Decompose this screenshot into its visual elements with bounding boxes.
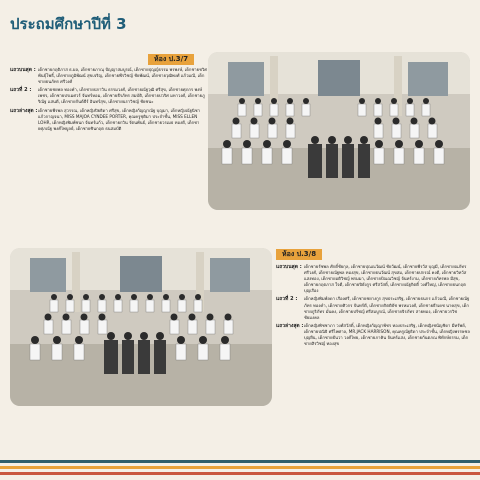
row-names: เด็กชายกฤติภาส ธ.ผล, เด็กชายภาณุ ปัญญาสมบูรณ์, เด็กชายปุญญ์ธรรม พรพงษ์, เด็กชายชวิศ พันธุ์โพธิ์, เด็กชายภูมิพัฒน์ สุขเจริญ, เด็กชายพีรวิชญ์ ชัยพัฒน์, เด็กชายวุฒิพงศ์ แก้วมณี, เด็กชายธนภัทร ศรีวงศ์ [38,67,207,85]
room-tag-3-8: ห้อง ป.3/8 [276,249,322,260]
row-names: เด็กชายรัชพล ศักดิ์ชัยกุล, เด็กชายปุณณวัฒน์ ชัยวัฒน์, เด็กชายพีรวัส บุญมี, เด็กชายณภัทร ศรีวงศ์, เด็กชายณัฐพล ทองสุข, เด็กชายธนวัฒน์ สุขสม, เด็กชายปกรณ์ คงดี, เด็กชายวิทวัส แสงทอง, เด็กชายอติวิชญ์ พรมมา, เด็กชายปัณณวิชญ์ จันทร์งาม, เด็กชายภัทรพล มีสุข, เด็กชายกฤตภาส ใจดี, เด็กชายปิยังกูร ศรีสวัสดิ์, เด็กชายณัฐกิตติ์ วงศ์ใหญ่, เด็กชายธนกฤต บุญเรือง [304,264,467,294]
group-photo-icon [208,52,470,210]
stripe-orange [0,466,480,469]
row-names: เด็กชายพีรพล สุวรรณ, เด็กหญิงปิยธิดา ศรีสุข, เด็กหญิงกัญญาณัฐ บุญมา, เด็กหญิงณัฐนิชา แก้วกาญจนา, MISS MAJOA CYNDEE PORTER, คุณครูชุติมา ประจำชั้น, MISS ELLEN LOHR, เด็กหญิงพิมพ์ชนก จันทร์แก้ว, เด็กชายกวิน รัตนพันธ์, เด็กชายวรเมธ ทองดี, เด็กชายศุภณัฐ พงศ์ไพบูลย์, เด็กชายชินกฤต ธนสมบัติ [38,107,200,131]
row-label: แถวบนสุด : [276,264,302,270]
room-tag-3-7: ห้อง ป.3/7 [148,54,194,65]
row-names: เด็กหญิงพิชชาภา วงศ์สวัสดิ์, เด็กหญิงกัญญาพัชร ทองประเสริฐ, เด็กหญิงชนัญชิดา มีทรัพย์, เด็กชายปณิธิ ศรีไพศาล, MR.JACK HARRISON, คุณครูณัฐธิดา ประจำชั้น, เด็กหญิงพรรษชล บุญยืน, เด็กชายธันวา วงศ์ไทย, เด็กชายภาคิน จันทร์แสง, เด็กชายกันตภณ พิทักษ์ธรรม, เด็กชายสิรวิชญ์ ทองสุข [304,322,470,347]
name-row-second [10,87,208,105]
row-label: แถวล่างสุด : [276,322,304,329]
row-label: แถวที่ 2 : [276,296,298,303]
name-row-bottom [10,108,208,132]
name-list-3-7 [10,67,208,134]
stripe-red [0,472,480,475]
class-photo-3-8 [10,248,272,406]
group-photo-icon [10,248,272,406]
row-names: เด็กชายชยพล ทองคำ, เด็กชายปภาวิน ธรรมวงศ์, เด็กชายณัฐวุฒิ ศรีสุข, เด็กชายศุภกร พงษ์เพชร, เด็กชายปรเมศวร์ จันทร์หอม, เด็กชายธีรภัทร สมบัติ, เด็กชายปวริศ มหาวงศ์, เด็กชายภูริณัฐ แสนดี, เด็กชายกันต์ธีร์ อินทร์สุข, เด็กชายนราวิชญ์ ชัยชนะ [38,87,205,105]
name-row-top [276,264,472,294]
name-list-3-8 [276,264,472,349]
name-row-second [276,296,472,320]
stripe-teal [0,460,480,463]
name-row-top [10,67,208,85]
class-photo-3-7 [208,52,470,210]
footer-stripes [0,458,480,480]
page-title: ประถมศึกษาปีที่ 3 [10,15,127,33]
row-label: แถวล่างสุด : [10,107,38,114]
row-label: แถวที่ 2 : [10,87,32,94]
row-label: แถวบนสุด : [10,67,36,73]
name-row-bottom [276,323,472,347]
row-names: เด็กหญิงพิมพ์ลดา เรืองศรี, เด็กชายชยางกูร สุขประเสริฐ, เด็กชายธนกร แก้วมณี, เด็กชายณัฐภัทร ทองคำ, เด็กชายศิวกร จันทร์ดี, เด็กชายกิตติธัช พรหมวงศ์, เด็กชายธีรเดช นาคสุข, เด็กชายภูริภัทร มั่นคง, เด็กชายปรัชญ์ ศรีสมบูรณ์, เด็กชายจิรภัทร สายทอง, เด็กชายวรวิช ชัยมงคล [304,296,470,320]
